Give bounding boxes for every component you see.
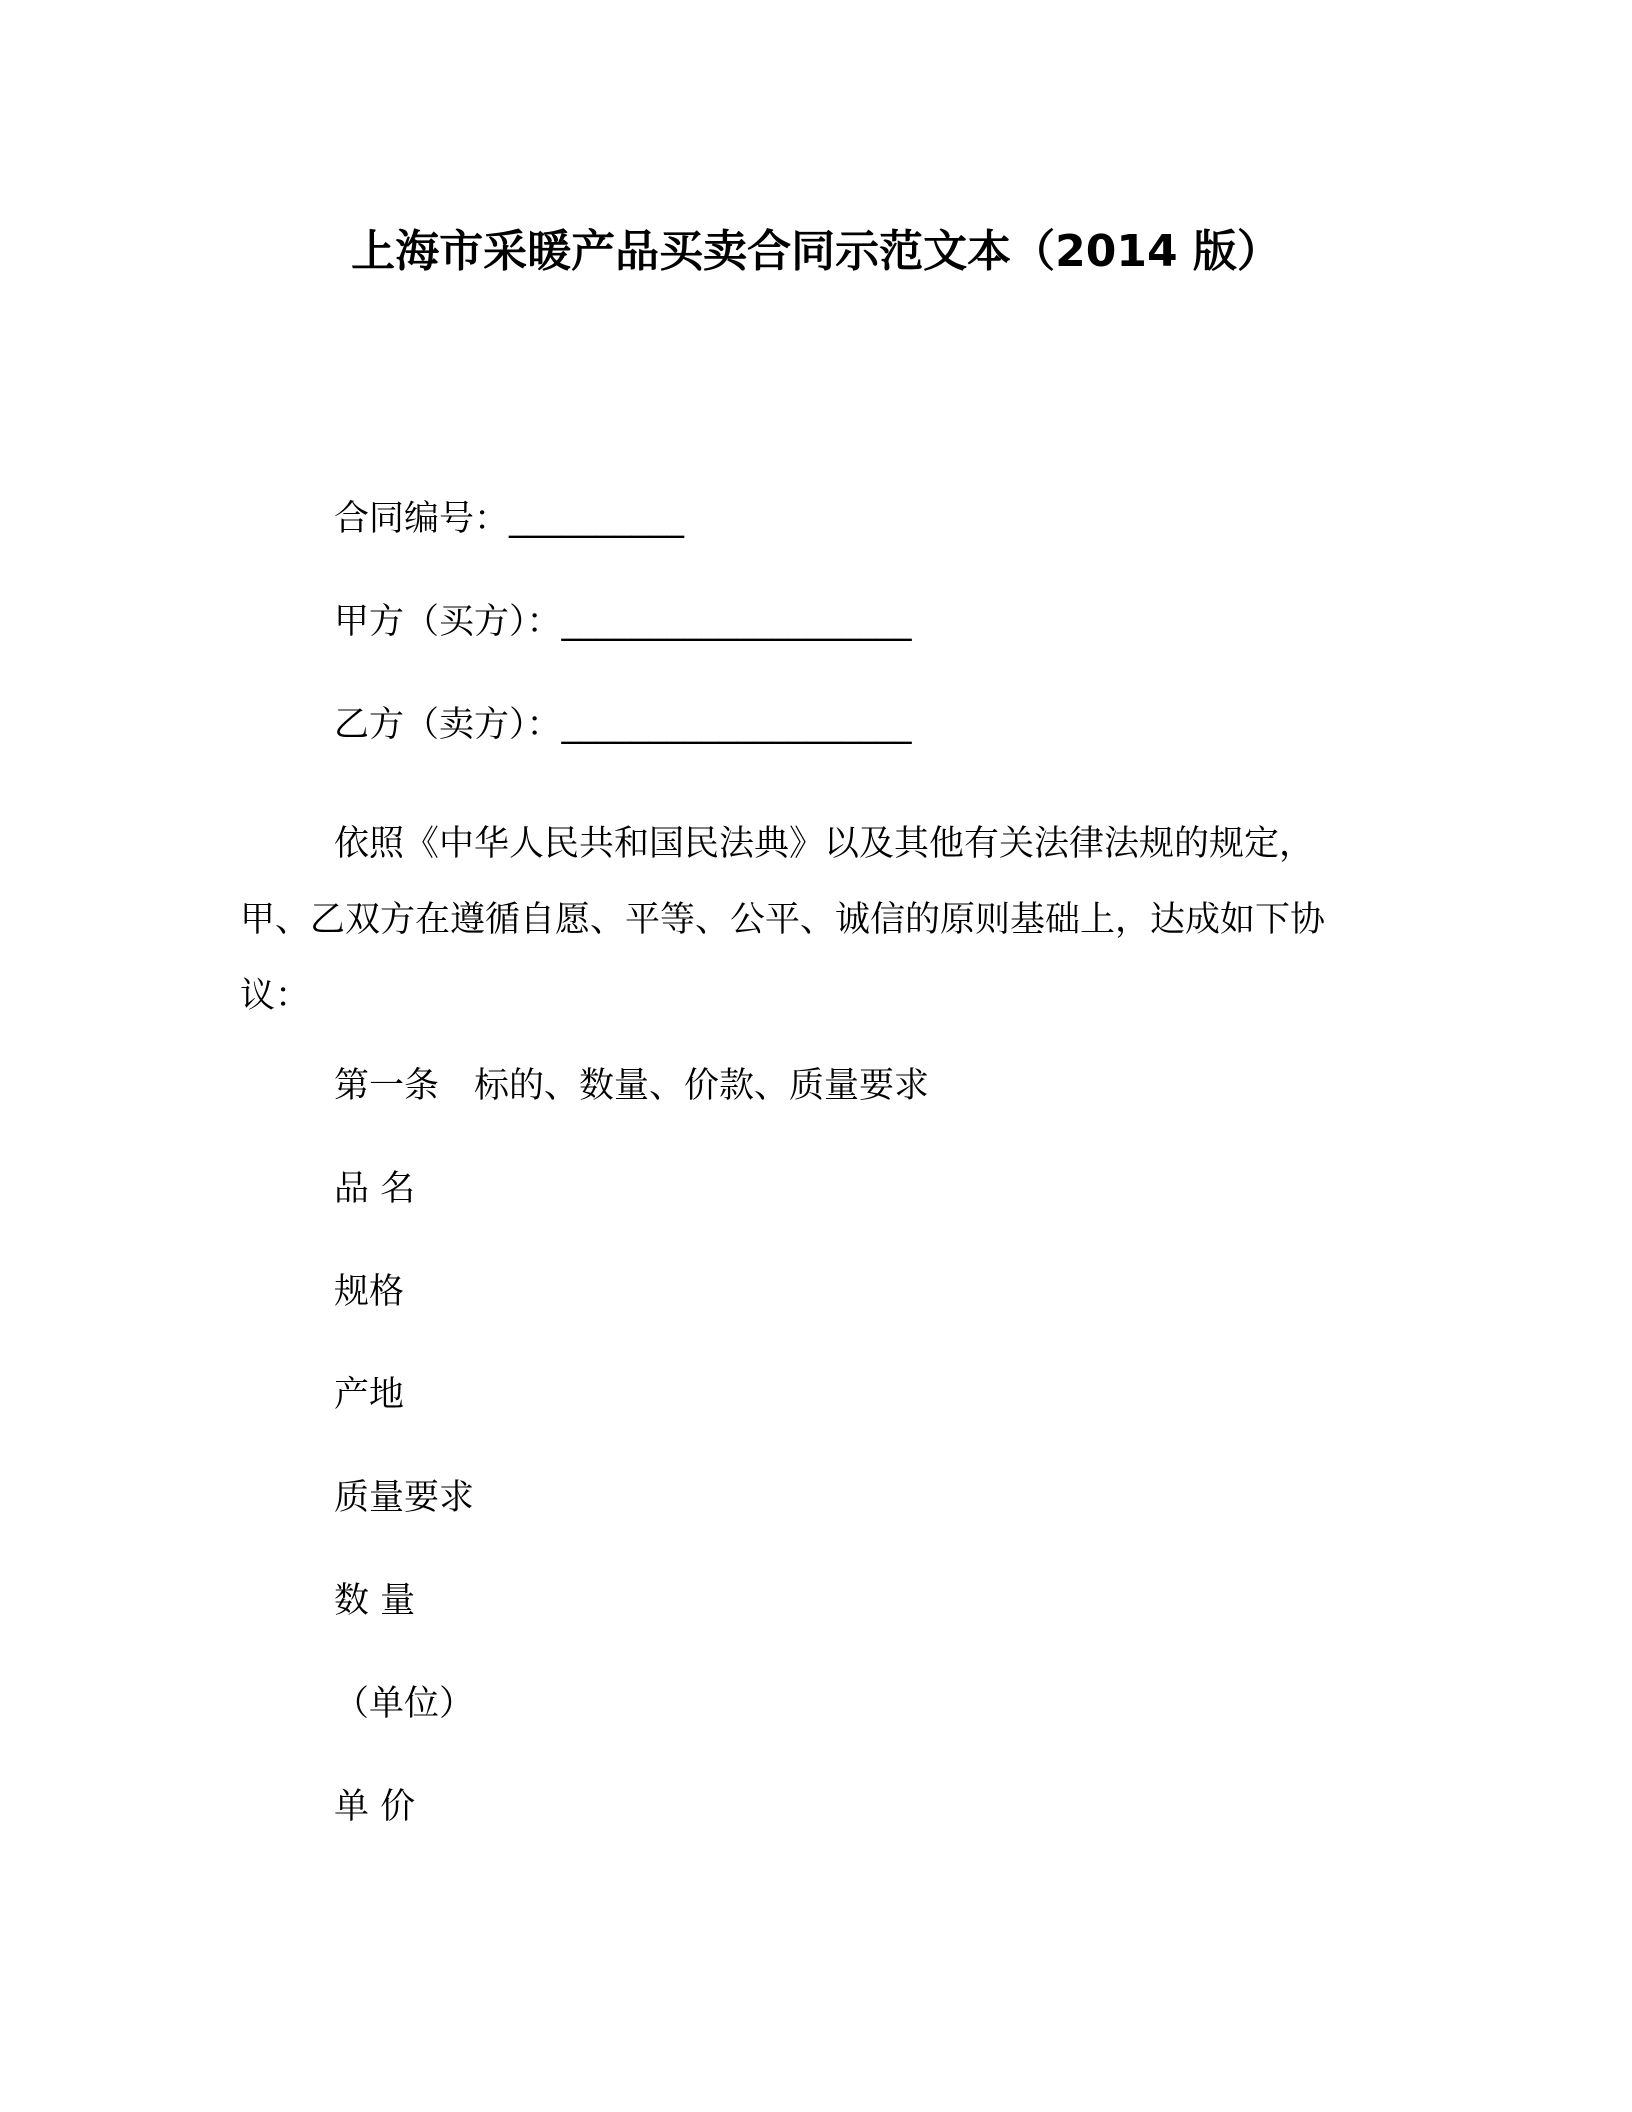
party-b-label: 乙方（卖方）： [334, 705, 562, 745]
item-quantity: 数 量 [334, 1581, 416, 1621]
contract-number-label: 合同编号： [334, 499, 510, 539]
item-quality-requirement: 质量要求 [334, 1478, 475, 1518]
party-b-line [334, 700, 912, 750]
item-specification: 规格 [334, 1272, 405, 1312]
item-unit: （单位） [334, 1684, 475, 1724]
article-one-heading: 第一条 标的、数量、价款、质量要求 [334, 1066, 930, 1106]
item-product-name: 品 名 [334, 1169, 416, 1209]
item-unit-price: 单 价 [334, 1787, 416, 1827]
party-a-blank[interactable]: ____________________ [561, 602, 912, 642]
document-title: 上海市采暖产品买卖合同示范文本（2014 版） [351, 226, 1281, 277]
item-origin: 产地 [334, 1375, 405, 1415]
party-a-label: 甲方（买方）： [334, 602, 562, 642]
preamble-paragraph: 依照《中华人民共和国民法典》以及其他有关法律法规的规定，甲、乙双方在遵循自愿、平等、公平、诚信的原则基础上，达成如下协议： [240, 824, 1326, 1016]
contract-number-blank[interactable]: __________ [509, 499, 685, 539]
party-b-blank[interactable]: ____________________ [561, 705, 912, 745]
contract-number-line [334, 494, 684, 544]
party-a-line [334, 597, 912, 647]
